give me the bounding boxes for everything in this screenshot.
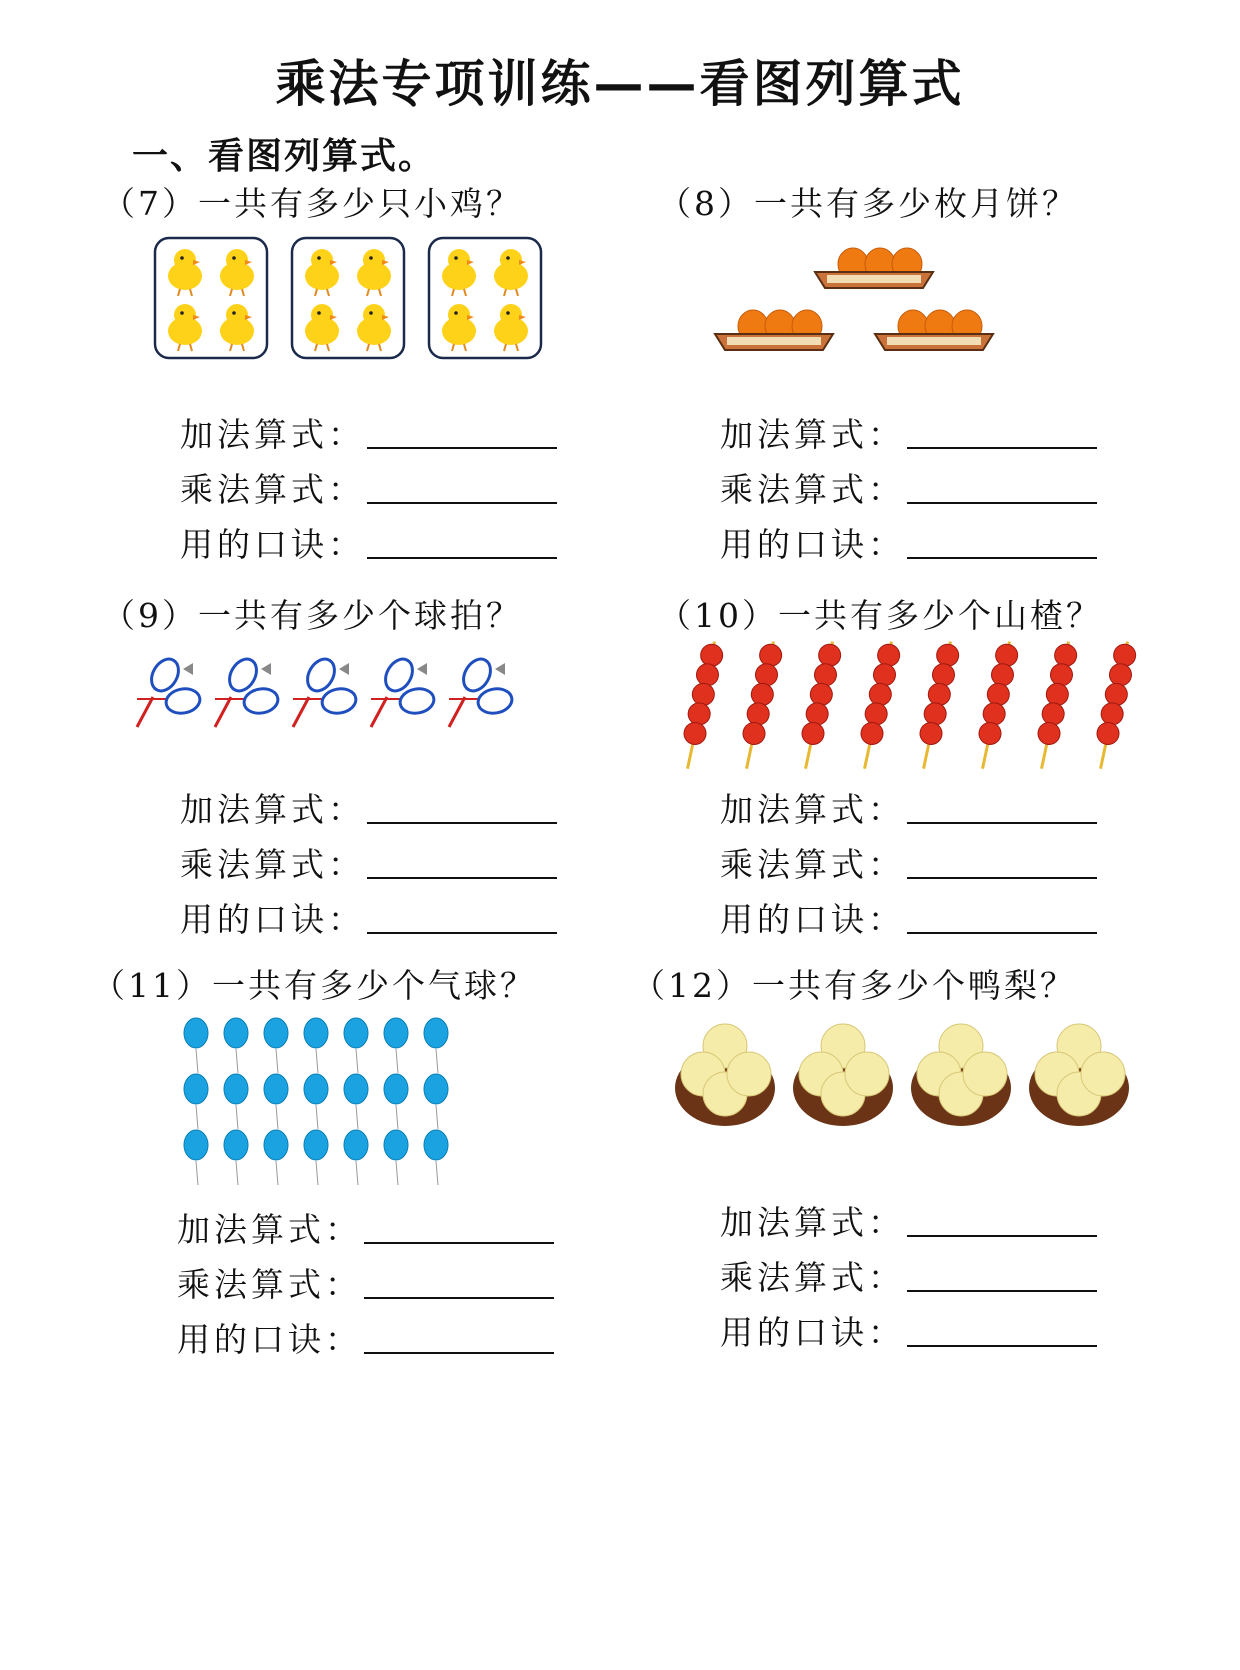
balloon-icon [184,1018,208,1073]
answers-8 [720,400,1097,565]
balloon-icon [384,1018,408,1073]
tanghulu-icon [1090,639,1139,771]
multiplication-label: 乘法算式： [180,470,365,509]
badminton-racket-icon [215,654,280,727]
answers-10 [720,775,1097,940]
pear-icon [675,1024,775,1126]
rhyme-answer-line[interactable] [907,1345,1097,1347]
badminton-racket-icon [137,654,202,727]
question-7 [102,178,522,225]
addition-answer-line[interactable] [907,1235,1097,1237]
answers-11 [177,1195,554,1360]
question-text: 一共有多少个山楂？ [778,596,1102,635]
balloon-icon [344,1074,368,1129]
addition-label: 加法算式： [180,415,365,454]
balloon-icon [304,1074,328,1129]
addition-answer-line[interactable] [907,447,1097,449]
balloon-icon [344,1018,368,1073]
tanghulu-icon [854,639,903,771]
rhyme-answer-line[interactable] [367,557,557,559]
addition-label: 加法算式： [180,790,365,829]
mooncake-picture [715,236,1035,372]
balloon-icon [224,1074,248,1129]
question-text: 一共有多少个鸭梨？ [752,966,1076,1005]
addition-answer-line[interactable] [907,822,1097,824]
multiplication-label: 乘法算式： [720,470,905,509]
question-text: 一共有多少个球拍？ [198,596,522,635]
balloon-picture [180,1015,470,1205]
badminton-racket-icon [293,654,358,727]
pear-icon [911,1024,1011,1126]
rhyme-answer-line[interactable] [364,1352,554,1354]
question-number: （11） [92,966,212,1005]
tanghulu-picture [680,640,1180,775]
tanghulu-icon [1031,639,1080,771]
multiplication-answer-line[interactable] [367,877,557,879]
multiplication-label: 乘法算式： [720,1258,905,1297]
question-number: （7） [102,184,198,223]
rhyme-label: 用的口诀： [720,1313,905,1352]
chick-group-box [292,238,404,358]
balloon-icon [384,1130,408,1185]
rhyme-label: 用的口诀： [720,900,905,939]
balloon-icon [184,1130,208,1185]
chick-group-box [429,238,541,358]
multiplication-answer-line[interactable] [907,502,1097,504]
balloon-icon [424,1018,448,1073]
addition-label: 加法算式： [720,1203,905,1242]
multiplication-answer-line[interactable] [364,1297,554,1299]
mooncake-tray-icon [815,248,933,288]
balloon-icon [264,1018,288,1073]
balloon-icon [224,1018,248,1073]
question-number: （10） [658,596,778,635]
tanghulu-icon [972,639,1021,771]
multiplication-answer-line[interactable] [907,877,1097,879]
multiplication-label: 乘法算式： [180,845,365,884]
question-text: 一共有多少个气球？ [212,966,536,1005]
addition-answer-line[interactable] [367,822,557,824]
addition-label: 加法算式： [720,415,905,454]
multiplication-answer-line[interactable] [907,1290,1097,1292]
answers-7 [180,400,557,565]
question-12 [632,960,1076,1007]
balloon-icon [224,1130,248,1185]
rhyme-answer-line[interactable] [907,932,1097,934]
balloon-icon [264,1130,288,1185]
page-title: 乘法专项训练——看图列算式 [275,55,965,113]
balloon-icon [424,1130,448,1185]
tanghulu-icon [677,639,726,771]
balloon-icon [264,1074,288,1129]
balloon-icon [384,1074,408,1129]
answers-9 [180,775,557,940]
question-8 [658,178,1078,225]
question-10 [658,590,1102,637]
balloon-icon [424,1074,448,1129]
pear-picture [675,1020,1145,1135]
balloon-icon [184,1074,208,1129]
pear-icon [793,1024,893,1126]
tanghulu-icon [736,639,785,771]
question-number: （8） [658,184,754,223]
rhyme-label: 用的口诀： [720,525,905,564]
rhyme-label: 用的口诀： [177,1320,362,1359]
addition-answer-line[interactable] [367,447,557,449]
multiplication-label: 乘法算式： [177,1265,362,1304]
question-number: （12） [632,966,752,1005]
rhyme-answer-line[interactable] [907,557,1097,559]
rhyme-label: 用的口诀： [180,900,365,939]
tanghulu-icon [795,639,844,771]
question-text: 一共有多少只小鸡？ [198,184,522,223]
addition-label: 加法算式： [177,1210,362,1249]
question-text: 一共有多少枚月饼？ [754,184,1078,223]
question-9 [102,590,522,637]
racket-picture [135,655,555,735]
question-number: （9） [102,596,198,635]
badminton-racket-icon [371,654,436,727]
pear-icon [1029,1024,1129,1126]
addition-label: 加法算式： [720,790,905,829]
tanghulu-icon [913,639,962,771]
multiplication-label: 乘法算式： [720,845,905,884]
balloon-icon [304,1130,328,1185]
chick-group-box [155,238,267,358]
chick-picture [155,236,575,372]
rhyme-answer-line[interactable] [367,932,557,934]
addition-answer-line[interactable] [364,1242,554,1244]
mooncake-tray-icon [715,310,833,350]
answers-12 [720,1188,1097,1353]
balloon-icon [304,1018,328,1073]
badminton-racket-icon [449,654,514,727]
rhyme-label: 用的口诀： [180,525,365,564]
balloon-icon [344,1130,368,1185]
section-heading: 一、看图列算式。 [132,135,437,177]
mooncake-tray-icon [875,310,993,350]
question-11 [92,960,536,1007]
multiplication-answer-line[interactable] [367,502,557,504]
